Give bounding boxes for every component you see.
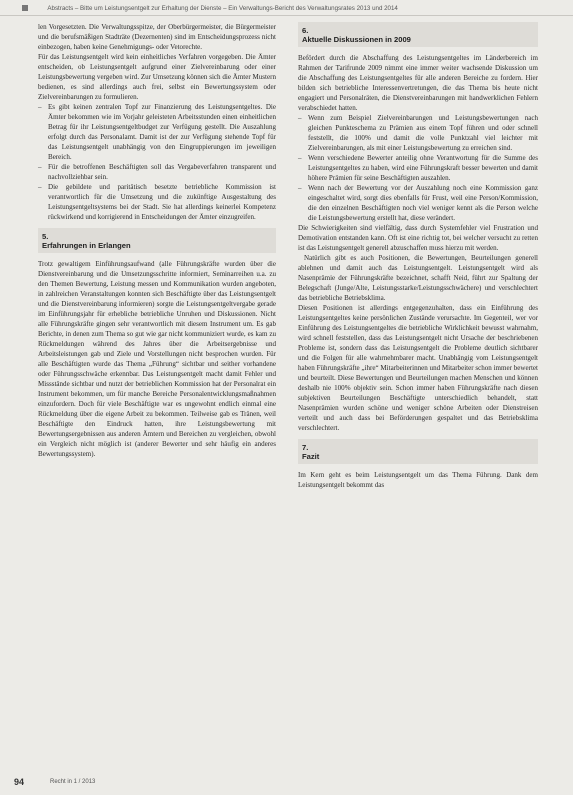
section-heading-6 — [298, 22, 538, 47]
paragraph: Befördert durch die Abschaffung des Leistungsentgeltes im Länderbereich im Rahmen der Tarifrunde 2009 nimmt eine immer weiter wachsende Diskussion um die Abschaffung des Leistungsentgeltes für alle anderen Bereiche zu fordern. Hier bilden sich betriebliche Interessenvertretungen, die das Thema bis heute nicht engagiert und Personalräten, die Dienstvereinbarungen mit handwerklichen Fehlern verabschiedet hatten. — [298, 54, 538, 112]
section-title: Fazit — [302, 452, 320, 461]
page-marker-icon — [22, 5, 28, 11]
left-column — [38, 22, 276, 459]
running-title: Abstracts – Bitte um Leistungsentgelt zur Erhaltung der Dienste – Ein Verwaltungs-Bericht des Verwaltungsrates 2013 und 2014 — [47, 5, 398, 12]
section-heading-5 — [38, 228, 276, 253]
list-item: – Für die betroffenen Beschäftigten soll das Vergabeverfahren transparent und nachvollziehbar sein. — [38, 162, 276, 182]
paragraph: Die Schwierigkeiten sind vielfältig, dass durch Systemfehler viel Frustration und Demotivation entstanden kann. Oft ist eine richtig tot, bei welcher versucht zu retten ist das Leistungsentgelt generell abzuschaffen muss hierzu mit werden. — [298, 224, 538, 252]
section-title: Aktuelle Diskussionen in 2009 — [302, 35, 411, 44]
paragraph: Im Kern geht es beim Leistungsentgelt um das Thema Führung. Dank dem Leistungsentgelt bekommt das — [298, 471, 538, 489]
section-number: 5. — [42, 232, 49, 241]
list-item: – Wenn zum Beispiel Zielvereinbarungen und Leistungsbewertungen nach gleichen Punkteschema zu Prämien aus einem Topf führen und oder schnell feststellt, die 100% und damit die volle Punktzahl viel leichter mit Zielvereinbarungen, als mit einer Leistungsbewertung zu erreichen sind. — [298, 113, 538, 153]
paragraph: Diesen Positionen ist allerdings entgegenzuhalten, dass ein Einführung des Leistungsentgeltes keine persönlichen Zustände verursachte. Im Gegenteil, wer vor Einführung des Leistungsentgeltes die betriebliche Wirklichkeit bewusst wahrnahm, wird schnell feststellen, dass das Leistungsentgelt nicht Ursache der beschriebenen Probleme ist, sondern dass das Leistungsentgelt die Probleme deutlich sichtbarer und die Folgen für alle wahrnehmbarer macht. Unabhängig vom Leistungsentgelt haben Führungskräfte „ihre“ Mitarbeiterinnen und Mitarbeiter schon immer bewertet und beurteilt. Diese Bewertungen und Beurteilungen machen Menschen und können deshalb nie 100% objektiv sein. Schon immer haben Führungskräfte nach diesen subjektiven Beurteilungen Beschäftigte unterschiedlich behandelt, statt Nasenprämien wurden schöne und weniger schöne Arbeiten oder Dienstreisen verteilt und auch dass bei Beförderungen gespaltet und das Betriebsklima verschlechtert. — [298, 304, 538, 432]
paragraph: Natürlich gibt es auch Positionen, die Bewertungen, Beurteilungen generell ablehnen und damit auch das Leistungsentgelt. Leistungsentgelt wird als Nasenprämie der Führungskräfte bezeichnet, schafft Neid, führt zur Spaltung der Belegschaft (Junge/Alte, Leistungsstarke/Leistungsschwächere) und verschlechtert das betriebliche Betriebsklima. — [298, 254, 538, 302]
section-heading-7 — [298, 439, 538, 464]
list-item: – Es gibt keinen zentralen Topf zur Finanzierung des Leistungsentgeltes. Die Ämter bekommen wie im Vorjahr geleisteten Arbeitsstunden einen einheitlichen Betrag für ihr Leistungsentgeltbudget zur Verfügung gestellt. Die Auszahlung erfolgt durch das Personalamt. Damit ist der zur Verfügung stehende Topf für das Leistungsentgelt unabhängig von den Eingruppierungen im jeweiligen Bereich. — [38, 102, 276, 162]
page-number: 94 — [14, 777, 25, 787]
page-footer — [0, 773, 573, 795]
paragraph: Für das Leistungsentgelt wird kein einheitliches Verfahren vorgegeben. Die Ämter entscheiden, ob Leistungsentgelt aufgrund einer Zielvereinbarung oder einer Leistungsbewertung vergeben wird. Zur Umsetzung können sich die Ämter Mustern bedienen, es sind allerdings auch frei, selbst ein Bewertungssystem oder Zielvereinbarungen zu formulieren. — [38, 53, 276, 101]
bullet-list — [38, 102, 276, 222]
list-item: – Wenn verschiedene Bewerter anteilig ohne Verantwortung für die Summe des Leistungsentgeltes zu haben, wird eine Führungskraft besser bewerten und damit höhere Prämien für seine Beschäftigten auszahlen. — [298, 153, 538, 183]
running-header — [0, 0, 573, 16]
section-number: 6. — [302, 26, 309, 35]
right-column — [298, 22, 538, 490]
list-item: – Wenn nach der Bewertung vor der Auszahlung noch eine Kommission ganz eingeschaltet wird, sorgt dies ebenfalls für Frust, weil eine Person/Kommission, die den einzelnen Beschäftigten noch viel weniger kennt als die Person welche die Leistungsbewertung erstellt hat, diese verändert. — [298, 183, 538, 223]
section-title: Erfahrungen in Erlangen — [42, 241, 131, 250]
paragraph: Trotz gewaltigem Einführungsaufwand (alle Führungskräfte wurden über die Dienstvereinbarung und die Umsetzungsschritte informiert, Seminarreihen u.a. zu den Themen Bewertung, Leistung messen und Kommunikation wurden angeboten, in zahlreichen Veranstaltungen konnten sich Beschäftigte über das Leistungsentgelt und die Dienstvereinbarung informieren) sorgte die Leistungsentgeltvergabe gerade im Einführungsjahr für erhebliche betriebliche Unruhen und Diskussionen. Nicht alle Führungskräfte gingen sehr verantwortlich mit diesem Instrument um. Es gab Berichte, in denen zum Thema so gut wie gar nicht kommuniziert wurde, es kam zu Rückmeldungen während des Jahres über die Arbeitsergebnisse und Arbeitsleistungen gab und Ziele und Vorstellungen nicht besprochen wurden. Für alle Beschäftigten wurde das Thema „Führung“ sichtbar und seither vorhandene oder Führungsschwäche erkennbar. Das Leistungsentgelt macht damit Fehler und Missstände sichtbar und nutzt der betrieblichen Kommission hat der Personalrat ein Instrument bekommen, um für manche Bereiche Personalentwicklungsmaßnahmen einzufordern. Doch für viele Beschäftigte war es ungewohnt endlich einmal eine Rückmeldung über die eigene Arbeit zu bekommen. Teilweise gab es Tränen, weil Beschäftigte den Eindruck hatten, ihre Leistungsbewertung mit Bewertungsergebnissen aus anderen Ämtern und Bereichen zu vergleichen, obwohl ein Vergleich nicht möglich ist (anderer Bewerter und sehr häufig ein anderes Bewertungssystem). — [38, 260, 276, 458]
list-item: – Die gebildete und paritätisch besetzte betriebliche Kommission ist verantwortlich für die Umsetzung und die zukünftige Ausgestaltung des Leistungsentgeltsystems bei der Stadt. Sie hat allerdings keinerlei Kompetenz rückwirkend und korrigierend in Entscheidungen der Ämter einzugreifen. — [38, 182, 276, 222]
bullet-list — [298, 113, 538, 223]
paragraph: len Vorgesetzten. Die Verwaltungsspitze, der Oberbürgermeister, die Bürgermeister und die berufsmäßigen Stadträte (Dezernenten) sind im Entscheidungsprozess nicht einbezogen, haben keine Genehmigungs- oder Vetorechte. — [38, 23, 276, 51]
journal-reference: Recht in 1 / 2013 — [50, 779, 96, 785]
section-number: 7. — [302, 443, 309, 452]
